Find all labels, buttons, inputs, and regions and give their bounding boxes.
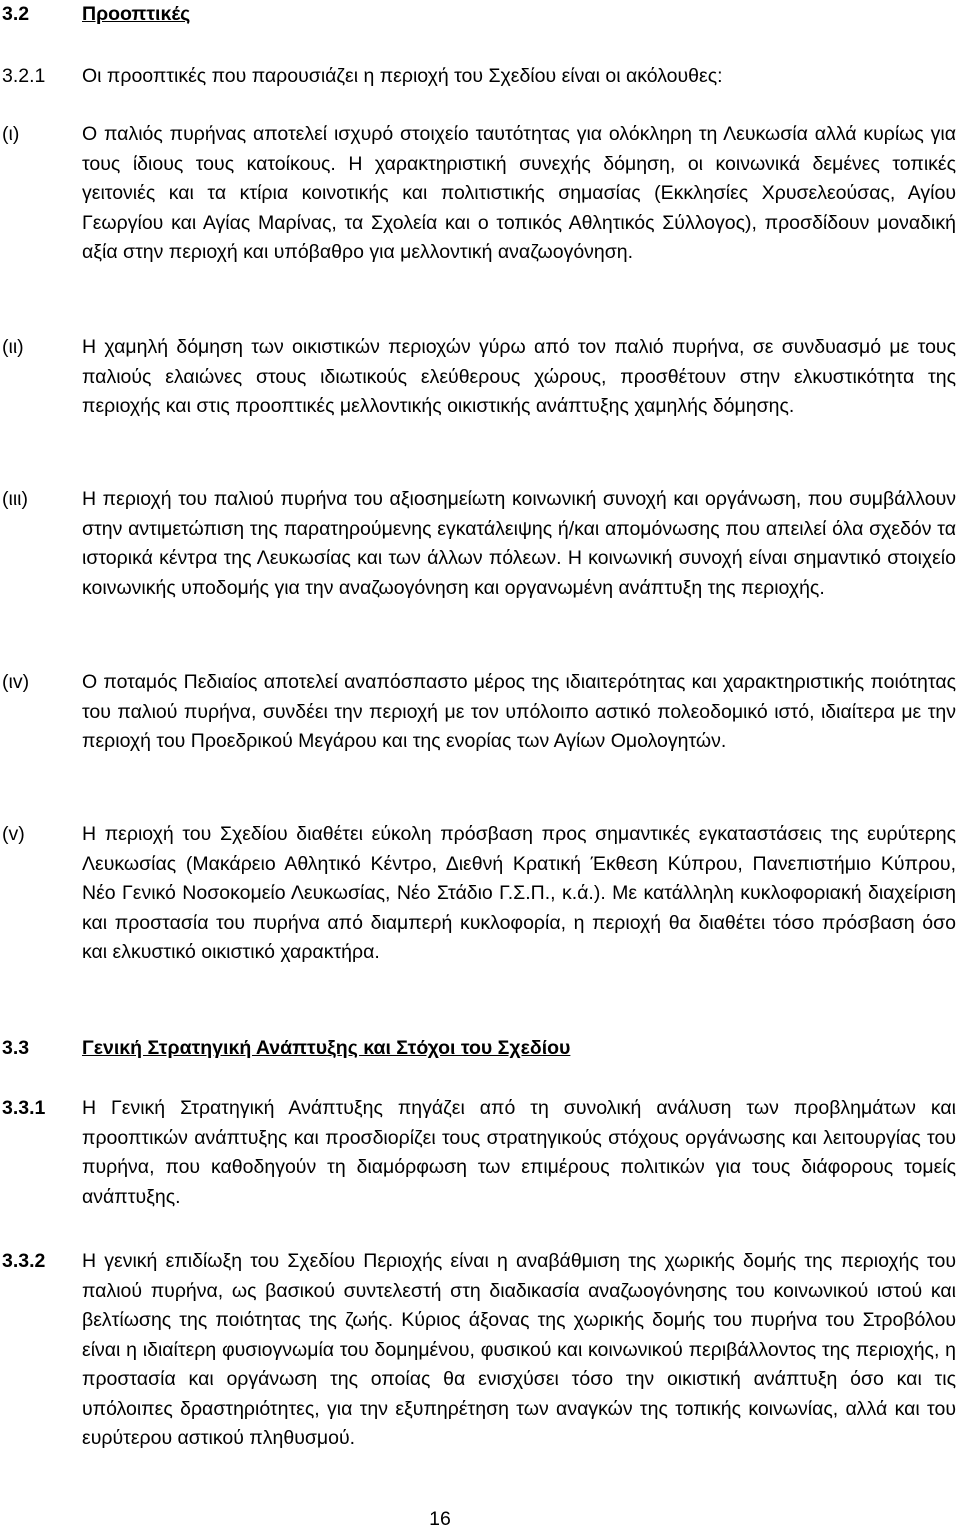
paragraph-3-3-1	[0, 1094, 960, 1212]
section-number: 3.2	[2, 3, 30, 25]
paragraph-3-3-2	[0, 1247, 960, 1454]
list-item-label: (v)	[2, 823, 25, 845]
list-item-text: Η χαμηλή δόμηση των οικιστικών περιοχών γύρω από τον παλιό πυρήνα, σε συνδυασμό με τους παλιούς ελαιώνες στους ιδιωτικούς ελεύθερους χώρους, προσθέτουν στην ελκυστικότητα της περιοχής και στις προοπτικές μελλοντικής οικιστικής ανάπτυξης χαμηλής δόμησης.	[82, 336, 956, 417]
paragraph-number: 3.3.2	[2, 1250, 46, 1272]
list-item-label: (ιv)	[2, 671, 30, 693]
list-item-label: (ιιι)	[2, 488, 28, 510]
section-number: 3.3	[2, 1037, 30, 1059]
section-heading-3-3	[0, 1034, 960, 1064]
list-item-label: (ιι)	[2, 336, 24, 358]
section-title: Προοπτικές	[82, 3, 191, 25]
list-item	[0, 333, 960, 422]
list-item-text: Ο παλιός πυρήνας αποτελεί ισχυρό στοιχείο ταυτότητας για ολόκληρη τη Λευκωσία αλλά κυρίως για τους ίδιους τους κατοίκους. Η χαρακτηριστική συνεχής δόμηση, οι κοινωνικά δεμένες τοπικές γειτονιές και τα κτίρια κοινοτικής και πολιτιστικής σημασίας (Εκκλησίες Χρυσελεούσας, Αγίου Γεωργίου και Αγίας Μαρίνας, τα Σχολεία και ο τοπικός Αθλητικός Σύλλογος), προσδίδουν μοναδική αξία στην περιοχή και υπόβαθρο για μελλοντική αναζωογόνηση.	[82, 123, 956, 263]
list-item	[0, 820, 960, 968]
paragraph-text: Η Γενική Στρατηγική Ανάπτυξης πηγάζει από τη συνολική ανάλυση των προβλημάτων και προοπτικών ανάπτυξης και προσδιορίζει τους στρατηγικούς στόχους οργάνωσης και λειτουργίας του πυρήνα, που καθοδηγούν τη διαμόρφωση των επιμέρους πολιτικών για τους διάφορους τομείς ανάπτυξης.	[82, 1097, 956, 1208]
section-heading-3-2	[0, 0, 960, 30]
list-item-text: Ο ποταμός Πεδιαίος αποτελεί αναπόσπαστο μέρος της ιδιαιτερότητας και χαρακτηριστικής ποιότητας του παλιού πυρήνα, συνδέει την περιοχή με τον υπόλοιπο αστικό πολεοδομικό ιστό, ιδιαίτερα με την περιοχή του Προεδρικού Μεγάρου και της ενορίας των Αγίων Ομολογητών.	[82, 671, 956, 752]
section-title: Γενική Στρατηγική Ανάπτυξης και Στόχοι του Σχεδίου	[82, 1037, 571, 1059]
paragraph-number: 3.3.1	[2, 1097, 46, 1119]
list-item-label: (ι)	[2, 123, 20, 145]
paragraph-3-2-1	[0, 62, 960, 92]
paragraph-number: 3.2.1	[2, 65, 46, 87]
list-item-text: Η περιοχή του παλιού πυρήνα του αξιοσημείωτη κοινωνική συνοχή και οργάνωση, που συμβάλλουν στην αντιμετώπιση της παρατηρούμενης εγκατάλειψης ή/και απομόνωσης που απειλεί όλα σχεδόν τα ιστορικά κέντρα της Λευκωσίας και των άλλων πόλεων. Η κοινωνική συνοχή είναι σημαντικό στοιχείο κοινωνικής υποδομής για την αναζωογόνηση και οργανωμένη ανάπτυξη της περιοχής.	[82, 488, 956, 599]
paragraph-text: Οι προοπτικές που παρουσιάζει η περιοχή του Σχεδίου είναι οι ακόλουθες:	[82, 65, 723, 87]
page-number: 16	[429, 1508, 451, 1530]
list-item	[0, 485, 960, 603]
list-item	[0, 668, 960, 757]
list-item-text: Η περιοχή του Σχεδίου διαθέτει εύκολη πρόσβαση προς σημαντικές εγκαταστάσεις της ευρύτερης Λευκωσίας (Μακάρειο Αθλητικό Κέντρο, Διεθνή Κρατική Έκθεση Κύπρου, Πανεπιστήμιο Κύπρου, Νέο Γενικό Νοσοκομείο Λευκωσίας, Νέο Στάδιο Γ.Σ.Π., κ.ά.). Με κατάλληλη κυκλοφοριακή διαχείριση και προστασία του πυρήνα από διαμπερή κυκλοφορία, η περιοχή θα διαθέτει τόσο πρόσβαση όσο και ελκυστικό οικιστικό χαρακτήρα.	[82, 823, 956, 963]
paragraph-text: Η γενική επιδίωξη του Σχεδίου Περιοχής είναι η αναβάθμιση της χωρικής δομής της περιοχής του παλιού πυρήνα, ως βασικού συντελεστή στη διαδικασία αναζωογόνησης του κοινωνικού ιστού και βελτίωσης της ποιότητας της ζωής. Κύριος άξονας της χωρικής δομής του πυρήνα του Στροβόλου είναι η ιδιαίτερη φυσιογνωμία του δομημένου, φυσικού και κοινωνικού περιβάλλοντος της περιοχής, η προστασία και οργάνωση της οποίας θα ενισχύσει τόσο την οικιστική ανάπτυξη όσο και τις υπόλοιπες δραστηριότητες, για την εξυπηρέτηση των αναγκών της τοπικής κοινωνίας, αλλά και του ευρύτερου αστικού πληθυσμού.	[82, 1250, 956, 1449]
list-item	[0, 120, 960, 268]
